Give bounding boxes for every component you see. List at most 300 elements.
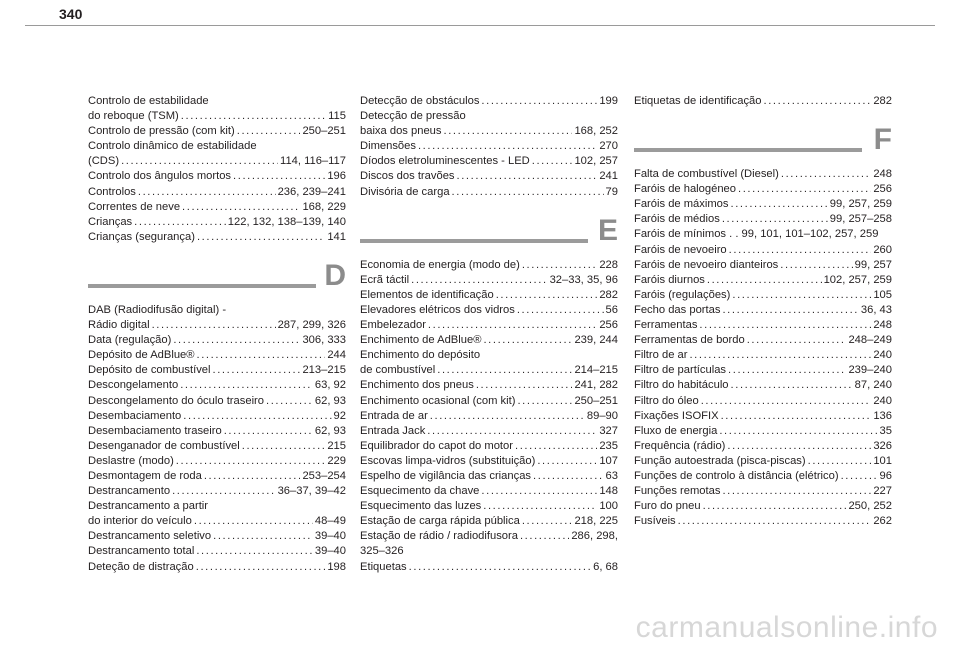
page-reference: 241, 282 bbox=[574, 379, 618, 392]
entry-row bbox=[634, 409, 892, 424]
entry-label: Ferramentas de bordo bbox=[634, 334, 745, 347]
entry-label: Deslastre (modo) bbox=[88, 454, 174, 467]
dot-leader bbox=[266, 394, 313, 409]
entry-label: Depósito de combustível bbox=[88, 364, 211, 377]
dot-leader bbox=[204, 469, 301, 484]
dot-leader bbox=[411, 273, 547, 288]
dot-leader bbox=[689, 348, 871, 363]
entry-label: Espelho de vigilância das crianças bbox=[360, 469, 532, 482]
page-reference: 39–40 bbox=[314, 530, 346, 543]
page-reference: 256 bbox=[599, 319, 618, 332]
page-reference: 228 bbox=[599, 258, 618, 271]
index-entry bbox=[634, 303, 892, 318]
index-entry bbox=[360, 185, 618, 200]
index-entry bbox=[360, 273, 618, 288]
entry-row bbox=[360, 454, 618, 469]
page-reference: 89–90 bbox=[586, 409, 618, 422]
entry-row bbox=[360, 288, 618, 303]
dot-leader bbox=[520, 529, 569, 544]
index-entry bbox=[634, 273, 892, 288]
entry-label: Faróis de nevoeiro bbox=[634, 243, 727, 256]
entry-row bbox=[634, 499, 892, 514]
dot-leader bbox=[152, 318, 276, 333]
index-entry bbox=[88, 469, 346, 484]
entry-label: Estação de rádio / radiodifusora bbox=[360, 530, 518, 543]
dot-leader bbox=[722, 212, 828, 227]
dot-leader bbox=[121, 154, 278, 169]
dot-leader bbox=[701, 394, 872, 409]
index-entry bbox=[88, 424, 346, 439]
entry-row bbox=[634, 454, 892, 469]
index-entry bbox=[634, 409, 892, 424]
entry-label: Faróis de halogéneo bbox=[634, 183, 737, 196]
entry-label: Equilibrador do capot do motor bbox=[360, 439, 513, 452]
page-reference: 63 bbox=[605, 469, 618, 482]
index-entry bbox=[88, 215, 346, 230]
entry-label: Descongelamento do óculo traseiro bbox=[88, 394, 264, 407]
dot-leader bbox=[409, 560, 591, 575]
dot-leader bbox=[496, 288, 598, 303]
dot-leader bbox=[722, 303, 858, 318]
page-reference: 56 bbox=[605, 303, 618, 316]
page-reference: 286, 298, bbox=[571, 530, 618, 543]
entry-row bbox=[634, 197, 892, 212]
entry-label: Controlos bbox=[88, 185, 136, 198]
entry-label: Destrancamento seletivo bbox=[88, 530, 212, 543]
entry-row bbox=[634, 167, 892, 182]
entry-row bbox=[360, 529, 618, 544]
entry-label: Desenganador de combustível bbox=[88, 439, 240, 452]
dot-leader bbox=[522, 514, 573, 529]
page-reference: 239–240 bbox=[848, 364, 892, 377]
entry-row bbox=[88, 469, 346, 484]
entry-row bbox=[360, 378, 618, 393]
index-entry bbox=[360, 109, 618, 139]
index-entry bbox=[360, 258, 618, 273]
entry-row bbox=[634, 484, 892, 499]
section-letter: D bbox=[324, 258, 346, 292]
section-letter: F bbox=[873, 123, 892, 157]
dot-leader bbox=[233, 169, 325, 184]
index-entry bbox=[360, 348, 618, 378]
entry-label: Furo do pneu bbox=[634, 500, 701, 513]
entry-row bbox=[360, 273, 618, 288]
index-entry bbox=[634, 514, 892, 529]
dot-leader bbox=[728, 363, 846, 378]
entry-row bbox=[88, 363, 346, 378]
entry-label: Esquecimento da chave bbox=[360, 485, 480, 498]
entry-label: de combustível bbox=[360, 364, 436, 377]
entry-label: Díodos eletroluminescentes - LED bbox=[360, 155, 530, 168]
page-reference: 327 bbox=[599, 424, 618, 437]
entry-row bbox=[360, 424, 618, 439]
dot-leader bbox=[483, 333, 572, 348]
page-reference: 262 bbox=[873, 515, 892, 528]
index-entry bbox=[634, 363, 892, 378]
entry-row bbox=[360, 185, 618, 200]
page-reference: 241 bbox=[599, 170, 618, 183]
page-reference: 36–37, 39–42 bbox=[277, 485, 346, 498]
entry-label: Crianças bbox=[88, 215, 133, 228]
page-reference: 270 bbox=[599, 140, 618, 153]
entry-row bbox=[88, 394, 346, 409]
dot-leader bbox=[224, 424, 313, 439]
index-column-3 bbox=[634, 94, 892, 529]
entry-label: Enchimento ocasional (com kit) bbox=[360, 394, 516, 407]
entry-label: Ecrã táctil bbox=[360, 273, 410, 286]
entry-label: Ferramentas bbox=[634, 319, 698, 332]
dot-leader bbox=[176, 454, 326, 469]
entry-row bbox=[360, 469, 618, 484]
page-reference: 256 bbox=[873, 183, 892, 196]
entry-row bbox=[88, 185, 346, 200]
page-reference: 240 bbox=[873, 349, 892, 362]
entry-row bbox=[634, 94, 892, 109]
dot-leader bbox=[183, 409, 331, 424]
page-number: 340 bbox=[59, 6, 83, 22]
entry-label: Funções remotas bbox=[634, 485, 721, 498]
index-entry bbox=[634, 197, 892, 212]
page-reference: 36, 43 bbox=[860, 303, 892, 316]
entry-row bbox=[360, 514, 618, 529]
dot-leader bbox=[197, 348, 326, 363]
entry-label: Fecho das portas bbox=[634, 303, 721, 316]
entry-label: Faróis (regulações) bbox=[634, 288, 731, 301]
page-reference: 115 bbox=[328, 110, 346, 123]
entry-label: do interior do veículo bbox=[88, 515, 192, 528]
dot-leader bbox=[457, 169, 598, 184]
entry-label: Dimensões bbox=[360, 140, 416, 153]
index-entry bbox=[88, 185, 346, 200]
entry-row bbox=[360, 124, 618, 139]
dot-leader bbox=[780, 258, 852, 273]
section-rule bbox=[634, 148, 862, 152]
page-reference: 62, 93 bbox=[314, 394, 346, 407]
entry-label: (CDS) bbox=[88, 155, 120, 168]
entry-label: Faróis de médios bbox=[634, 213, 720, 226]
dot-leader bbox=[481, 484, 597, 499]
page-reference: 136 bbox=[873, 409, 892, 422]
entry-label: Rádio digital bbox=[88, 319, 150, 332]
dot-leader bbox=[452, 185, 604, 200]
entry-row bbox=[88, 154, 346, 169]
page-reference: 100 bbox=[599, 500, 618, 513]
dot-leader bbox=[729, 243, 872, 258]
entry-row bbox=[88, 348, 346, 363]
entry-label: Descongelamento bbox=[88, 379, 179, 392]
entry-row bbox=[360, 154, 618, 169]
dot-leader bbox=[731, 197, 828, 212]
entry-label: Destrancamento total bbox=[88, 545, 195, 558]
dot-leader bbox=[197, 230, 325, 245]
dot-leader bbox=[181, 109, 326, 124]
letter-section-header bbox=[634, 119, 892, 159]
page-reference: 248–249 bbox=[848, 334, 892, 347]
entry-label: Economia de energia (modo de) bbox=[360, 258, 520, 271]
dot-leader bbox=[517, 394, 572, 409]
page-reference: 282 bbox=[873, 95, 892, 107]
page-reference: 215 bbox=[327, 439, 346, 452]
page-reference: 87, 240 bbox=[854, 379, 892, 392]
header-rule bbox=[25, 25, 935, 26]
index-entry bbox=[88, 409, 346, 424]
entry-row bbox=[88, 529, 346, 544]
index-entry bbox=[360, 169, 618, 184]
dot-leader bbox=[808, 454, 872, 469]
entry-label: Destrancamento bbox=[88, 485, 171, 498]
entry-row bbox=[88, 124, 346, 139]
index-entry bbox=[634, 333, 892, 348]
dot-leader bbox=[172, 484, 275, 499]
entry-row bbox=[634, 363, 892, 378]
page-reference: 168, 229 bbox=[302, 200, 346, 213]
dot-leader bbox=[134, 215, 226, 230]
dot-leader bbox=[781, 167, 871, 182]
entry-row bbox=[634, 318, 892, 333]
entry-label: Fluxo de energia bbox=[634, 424, 718, 437]
entry-label: Divisória de carga bbox=[360, 185, 450, 198]
dot-leader bbox=[731, 378, 853, 393]
page-reference: 248 bbox=[873, 168, 892, 181]
entry-row bbox=[634, 288, 892, 303]
dot-leader bbox=[537, 454, 597, 469]
index-entry bbox=[634, 212, 892, 227]
index-entry bbox=[360, 409, 618, 424]
index-entry bbox=[360, 544, 618, 574]
index-entry bbox=[88, 560, 346, 575]
index-entry bbox=[88, 303, 346, 333]
index-entry bbox=[634, 469, 892, 484]
letter-section-header bbox=[360, 210, 618, 250]
entry-label: Entrada Jack bbox=[360, 424, 426, 437]
page-reference: 92 bbox=[333, 409, 346, 422]
entry-row bbox=[88, 215, 346, 230]
dot-leader bbox=[483, 499, 597, 514]
entry-row bbox=[88, 318, 346, 333]
entry-label: Discos dos travões bbox=[360, 170, 455, 183]
page-reference: 96 bbox=[879, 469, 892, 482]
entry-row bbox=[360, 169, 618, 184]
entry-label: Desembaciamento traseiro bbox=[88, 424, 222, 437]
index-entry bbox=[634, 227, 892, 242]
page-reference: 227 bbox=[873, 485, 892, 498]
index-entry bbox=[634, 288, 892, 303]
dot-leader bbox=[517, 303, 604, 318]
entry-label-line: Controlo de estabilidade bbox=[88, 95, 209, 107]
page-reference: 240 bbox=[873, 394, 892, 407]
index-entry bbox=[360, 394, 618, 409]
entry-row bbox=[634, 439, 892, 454]
entry-label-line: DAB (Radiodifusão digital) - bbox=[88, 303, 227, 316]
index-entry bbox=[360, 469, 618, 484]
entry-label: Fusíveis bbox=[634, 515, 676, 528]
dot-leader bbox=[515, 439, 597, 454]
index-entry bbox=[634, 348, 892, 363]
dot-leader bbox=[437, 363, 572, 378]
index-entry bbox=[88, 363, 346, 378]
entry-row bbox=[88, 544, 346, 559]
section-rule bbox=[88, 284, 316, 288]
page-reference: 213–215 bbox=[302, 364, 346, 377]
section-rule bbox=[360, 239, 588, 243]
section-letter: E bbox=[597, 213, 618, 247]
dot-leader bbox=[213, 363, 301, 378]
index-entry bbox=[88, 529, 346, 544]
page-reference: 48–49 bbox=[314, 515, 346, 528]
entry-label: Filtro de ar bbox=[634, 349, 688, 362]
dot-leader bbox=[532, 154, 573, 169]
dot-leader bbox=[703, 499, 847, 514]
index-entry bbox=[634, 167, 892, 182]
page-reference: 79 bbox=[605, 185, 618, 198]
dot-leader bbox=[138, 185, 276, 200]
dot-leader bbox=[476, 378, 573, 393]
index-entry bbox=[360, 333, 618, 348]
dot-leader bbox=[699, 318, 871, 333]
dot-leader bbox=[430, 409, 585, 424]
entry-row bbox=[634, 273, 892, 288]
entry-label: Filtro do óleo bbox=[634, 394, 699, 407]
entry-row bbox=[88, 454, 346, 469]
page-reference: 99, 257, 259 bbox=[829, 198, 892, 211]
page-reference: 198 bbox=[327, 560, 346, 573]
index-entry bbox=[88, 333, 346, 348]
entry-label: Enchimento dos pneus bbox=[360, 379, 474, 392]
index-entry bbox=[634, 182, 892, 197]
entry-row bbox=[634, 469, 892, 484]
page-reference: 32–33, 35, 96 bbox=[549, 273, 618, 286]
dot-leader bbox=[173, 333, 300, 348]
page-reference: 326 bbox=[873, 439, 892, 452]
dot-leader bbox=[194, 514, 313, 529]
page-reference: 101 bbox=[873, 454, 892, 467]
entry-row bbox=[88, 439, 346, 454]
dot-leader bbox=[213, 529, 313, 544]
entry-row bbox=[634, 303, 892, 318]
entry-label: Entrada de ar bbox=[360, 409, 428, 422]
entry-row bbox=[88, 200, 346, 215]
index-entry bbox=[360, 484, 618, 499]
dot-leader bbox=[196, 544, 313, 559]
entry-row bbox=[88, 169, 346, 184]
entry-label: Falta de combustível (Diesel) bbox=[634, 168, 779, 181]
dot-leader bbox=[747, 333, 847, 348]
entry-row bbox=[360, 394, 618, 409]
index-entry bbox=[88, 454, 346, 469]
entry-label: Enchimento de AdBlue® bbox=[360, 334, 482, 347]
entry-row bbox=[88, 424, 346, 439]
page-reference: 260 bbox=[873, 243, 892, 256]
index-entry bbox=[360, 303, 618, 318]
dot-leader bbox=[719, 424, 877, 439]
index-entry bbox=[88, 200, 346, 215]
page-reference: 287, 299, 326 bbox=[277, 319, 346, 332]
page-reference: 244 bbox=[327, 349, 346, 362]
page-reference: 248 bbox=[873, 319, 892, 332]
index-entry bbox=[88, 94, 346, 124]
page-reference: 214–215 bbox=[574, 364, 618, 377]
entry-row bbox=[634, 182, 892, 197]
entry-label: Detecção de obstáculos bbox=[360, 95, 480, 107]
index-column-1 bbox=[88, 94, 346, 575]
index-entry bbox=[360, 139, 618, 154]
dot-leader bbox=[738, 182, 871, 197]
entry-label: Crianças (segurança) bbox=[88, 230, 195, 243]
entry-row bbox=[360, 303, 618, 318]
entry-label-line: 325–326 bbox=[360, 545, 404, 558]
entry-label: Faróis diurnos bbox=[634, 273, 705, 286]
dot-leader bbox=[764, 94, 872, 109]
entry-label-line: Detecção de pressão bbox=[360, 110, 466, 123]
entry-row bbox=[634, 243, 892, 258]
page-reference: 63, 92 bbox=[314, 379, 346, 392]
page-reference: 102, 257, 259 bbox=[823, 273, 892, 286]
entry-row bbox=[88, 409, 346, 424]
index-entry bbox=[634, 378, 892, 393]
entry-row bbox=[88, 333, 346, 348]
entry-label: Controlo dos ângulos mortos bbox=[88, 170, 232, 183]
page-reference: 250–251 bbox=[302, 125, 346, 138]
entry-label: Frequência (rádio) bbox=[634, 439, 726, 452]
index-entry bbox=[634, 394, 892, 409]
index-entry bbox=[634, 499, 892, 514]
entry-row bbox=[634, 333, 892, 348]
dot-leader bbox=[242, 439, 326, 454]
entry-row bbox=[634, 348, 892, 363]
letter-section-header bbox=[88, 255, 346, 295]
entry-row bbox=[360, 318, 618, 333]
dot-leader bbox=[428, 318, 597, 333]
index-entry bbox=[88, 348, 346, 363]
dot-leader bbox=[182, 200, 300, 215]
index-entry bbox=[360, 378, 618, 393]
index-entry bbox=[88, 394, 346, 409]
entry-row bbox=[360, 363, 618, 378]
entry-row bbox=[360, 94, 618, 109]
entry-label: Função autoestrada (pisca-piscas) bbox=[634, 454, 806, 467]
page-reference: 105 bbox=[873, 288, 892, 301]
page-reference: 253–254 bbox=[302, 469, 346, 482]
dot-leader bbox=[727, 439, 871, 454]
entry-row bbox=[634, 394, 892, 409]
index-entry bbox=[88, 230, 346, 245]
entry-row bbox=[88, 484, 346, 499]
page-reference: 218, 225 bbox=[574, 515, 618, 528]
entry-label: Faróis de mínimos . . 99, 101, 101–102, 257, 259 bbox=[634, 228, 879, 241]
watermark: carmanualsonline.info bbox=[635, 611, 938, 644]
entry-label: Esquecimento das luzes bbox=[360, 500, 482, 513]
index-entry bbox=[360, 288, 618, 303]
entry-row bbox=[88, 230, 346, 245]
page-reference: 107 bbox=[599, 454, 618, 467]
dot-leader bbox=[443, 124, 572, 139]
index-entry bbox=[88, 378, 346, 393]
index-entry bbox=[88, 139, 346, 169]
index-entry bbox=[360, 529, 618, 544]
page-reference: 141 bbox=[327, 230, 346, 243]
index-entry bbox=[360, 439, 618, 454]
dot-leader bbox=[678, 514, 872, 529]
page-reference: 114, 116–117 bbox=[280, 155, 346, 168]
page-reference: 239, 244 bbox=[574, 334, 618, 347]
dot-leader bbox=[707, 273, 822, 288]
entry-row bbox=[360, 139, 618, 154]
entry-label: Elevadores elétricos dos vidros bbox=[360, 303, 515, 316]
entry-row bbox=[360, 560, 618, 575]
page-reference: 102, 257 bbox=[574, 155, 618, 168]
index-entry bbox=[360, 514, 618, 529]
page-reference: 229 bbox=[327, 454, 346, 467]
